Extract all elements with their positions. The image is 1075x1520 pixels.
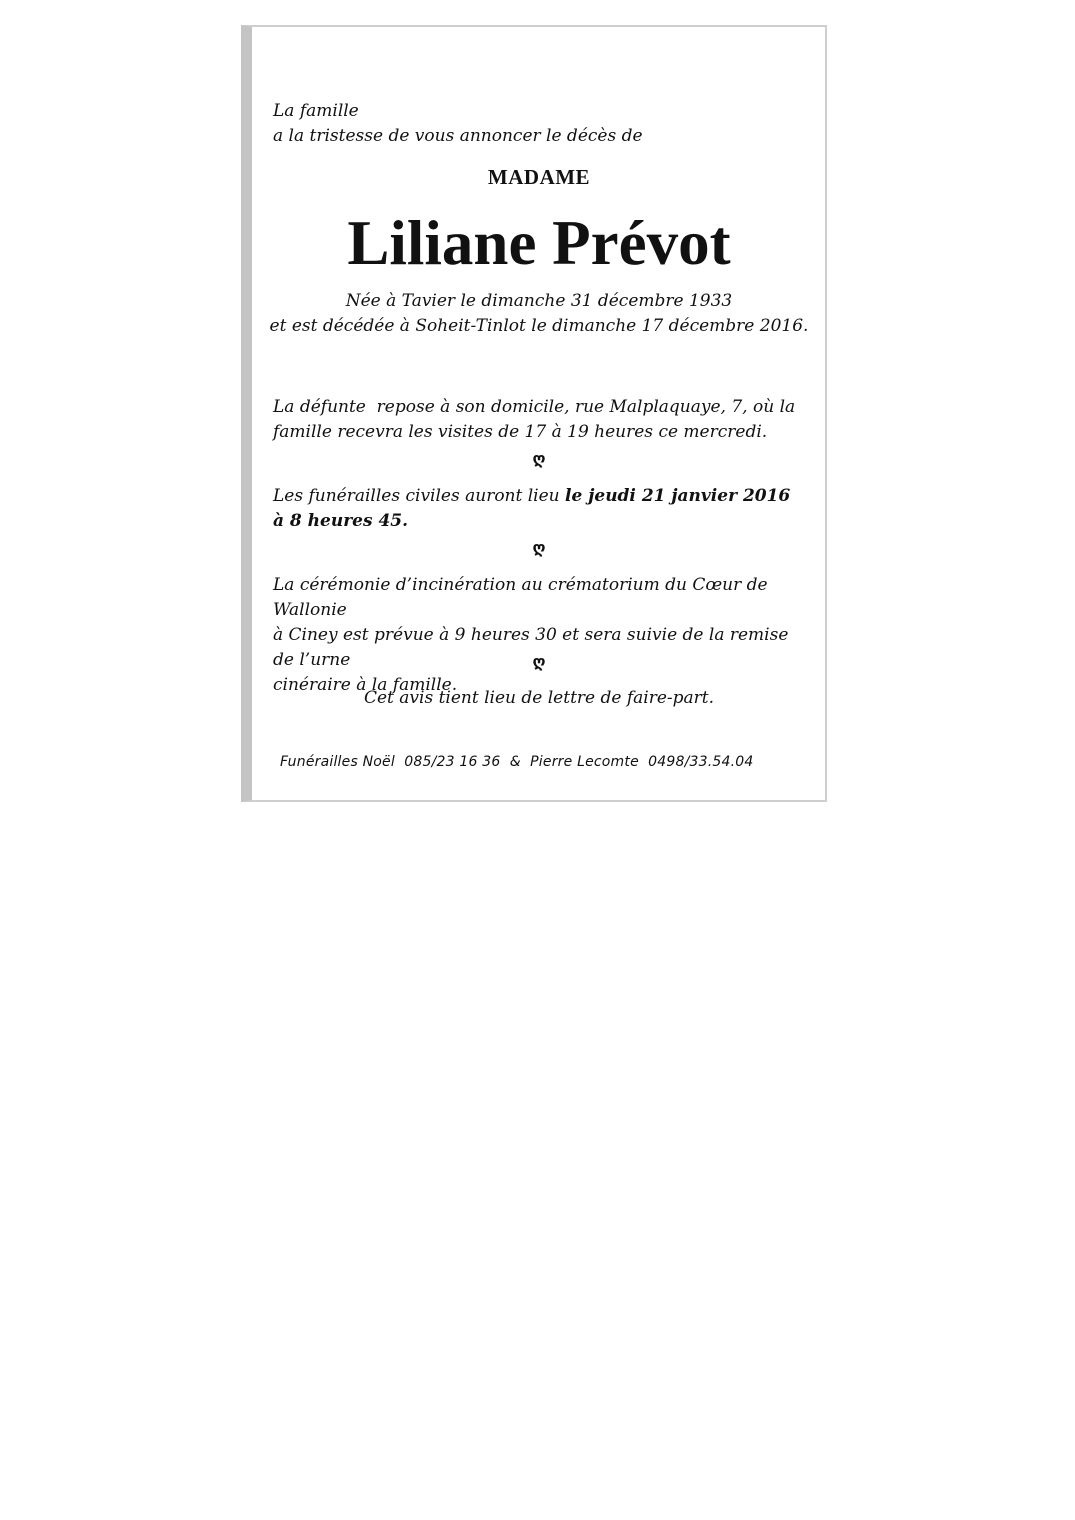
visitation-line-1: La défunte repose à son domicile, rue Malplaquaye, 7, où la xyxy=(273,397,796,417)
intro-text xyxy=(273,99,643,149)
funeral-paragraph xyxy=(273,484,813,534)
visitation-paragraph xyxy=(273,395,813,445)
ceremony-line-3: cinéraire à la famille. xyxy=(273,675,458,695)
intro-line-1: La famille xyxy=(273,101,359,121)
death-notice-card xyxy=(241,25,827,802)
ornament-divider-icon: ღ xyxy=(532,652,546,671)
funeral-time: à 8 heures 45. xyxy=(273,511,409,531)
ornament-divider-icon: ღ xyxy=(532,538,546,557)
ceremony-line-1: La cérémonie d’incinération au crématorium du Cœur de Wallonie xyxy=(273,575,768,620)
intro-line-2: a la tristesse de vous annoncer le décès de xyxy=(273,126,643,146)
funeral-home-contacts: Funérailles Noël 085/23 16 36 & Pierre Lecomte 0498/33.54.04 xyxy=(280,754,754,770)
death-line: et est décédée à Soheit-Tinlot le dimanche 17 décembre 2016. xyxy=(269,316,809,336)
funeral-date: le jeudi 21 janvier 2016 xyxy=(565,486,791,506)
visitation-line-2: famille recevra les visites de 17 à 19 heures ce mercredi. xyxy=(273,422,768,442)
ceremony-paragraph xyxy=(273,573,813,698)
deceased-name: Liliane Prévot xyxy=(347,208,731,278)
birth-line: Née à Tavier le dimanche 31 décembre 1933 xyxy=(345,291,733,311)
closing-note: Cet avis tient lieu de lettre de faire-part. xyxy=(363,688,715,708)
honorific-title: MADAME xyxy=(487,165,591,189)
funeral-text: Les funérailles civiles auront lieu xyxy=(273,486,566,506)
ornament-divider-icon: ღ xyxy=(532,449,546,468)
ceremony-line-2: à Ciney est prévue à 9 heures 30 et sera suivie de la remise de l’urne xyxy=(273,625,789,670)
birth-death-dates xyxy=(252,289,826,339)
